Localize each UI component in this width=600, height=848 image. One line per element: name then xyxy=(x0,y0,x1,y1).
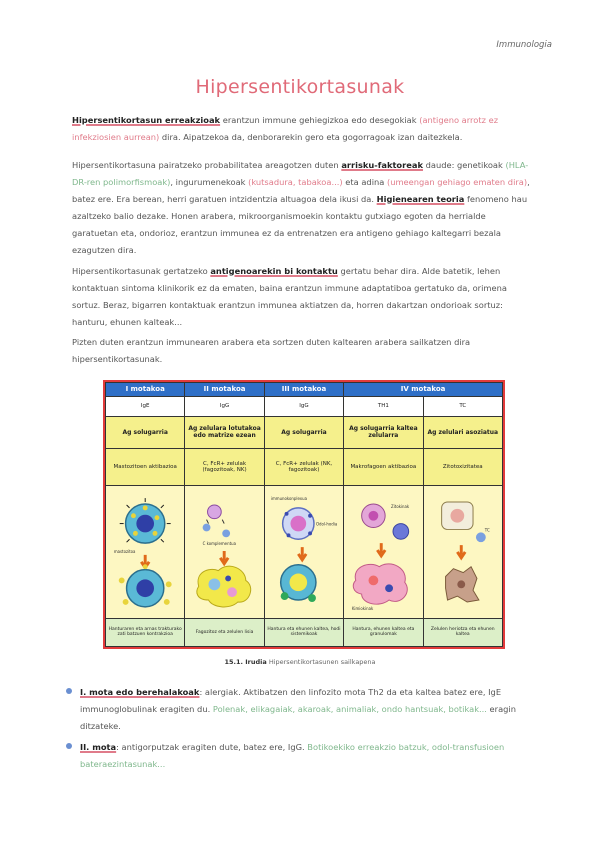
antibody-3: IgG xyxy=(264,396,343,416)
immune-complex-illustration xyxy=(265,489,343,614)
figure-caption: 15.1. Irudia Hipersentikortasunen sailkapena xyxy=(224,658,376,666)
bullet-term-type-1: I. mota edo berehalakoak xyxy=(80,687,200,697)
complex-label: immunokonplexua xyxy=(270,496,307,502)
term-two-contacts: antigenoarekin bi kontaktu xyxy=(210,266,338,276)
col-type-3: III motakoa xyxy=(264,383,343,397)
paragraph-risk-factors: Hipersentikortasuna pairatzeko probabilitatea areagotzen duten arrisku-faktoreak daude: genetikoak (HLA-DR-ren polimorfismoak), ingurumenekoak (kutsadura, tabakoa...) eta adina (umeengan gehiago ematen dira), batez ere. Era berean, herri garatuen intzidentzia altuagoa dela ikusi da. Higienearen teoria fenomeno hau azaltzeko balio dezake. Honen arabera, mikroorganismoekin kontaktu gutxiago egoten da herrialde garatuetan eta, ondorioz, erantzun immunea ez da entrenatzen era antigeno gehiago kaltegarri bezala ezagutzen dira. xyxy=(72,160,530,255)
mast-cell-illustration xyxy=(106,489,184,614)
result-2: Fagozitoz eta zelulen lisia xyxy=(185,618,264,646)
effector-3: C, FcR+ zelulak (NK, fagozitoak) xyxy=(264,449,343,486)
antibody-2: IgG xyxy=(185,396,264,416)
page-header-subject: Immunologia xyxy=(496,40,552,50)
col-type-2: II motakoa xyxy=(185,383,264,397)
term-hygiene-theory: Higienearen teoria xyxy=(376,194,465,204)
paragraph-definition: Hipersentikortasun erreakzioak erantzun immune gehiegizkoa edo desegokiak (antigeno arrotz ez infekziosien aurrean) dira. Aipatzekoa da, denborarekin gero eta gogorragoak izan daitezkela. xyxy=(72,115,499,142)
bullet-dot xyxy=(66,743,72,749)
complement-label: C komplementua xyxy=(203,541,237,547)
figure-caption-number: 15.1. Irudia xyxy=(224,658,267,666)
effector-1: Mastozitoen aktibazioa xyxy=(106,449,185,486)
antigen-2: Ag zelulara lotutakoa edo matrize ezean xyxy=(185,416,264,449)
col-type-1: I motakoa xyxy=(106,383,185,397)
hypersensitivity-figure xyxy=(103,380,505,649)
effector-2: C, FcR+ zelulak (fagozitoak, NK) xyxy=(185,449,264,486)
result-3: Hantura eta ehunen kaltea, hodi sistemikoak xyxy=(264,618,343,646)
bullet-type-2: II. mota: antigorputzak eragiten dute, batez ere, IgG. Botikoekiko erreakzio batzuk, odol-transfusioen bateraezintasunak... xyxy=(80,739,530,773)
macrophage-illustration xyxy=(344,489,422,614)
bullet-dot xyxy=(66,688,72,694)
antigen-4a: Ag solugarria kaltea zelularra xyxy=(344,416,423,449)
antigen-4b: Ag zelulari asoziatua xyxy=(423,416,502,449)
antigen-3: Ag solugarria xyxy=(264,416,343,449)
bullet-term-type-2: II. mota xyxy=(80,742,117,752)
result-1: Hanturaren eta arnas trakturako zati batzuen kontrakzioa xyxy=(106,618,185,646)
tc-label: TC xyxy=(484,527,490,533)
page-title: Hipersentikortasunak xyxy=(195,76,405,98)
col-type-4: IV motakoa xyxy=(344,383,503,397)
illustration-type-4a xyxy=(344,486,423,619)
bullet-type-1: I. mota edo berehalakoak: alergiak. Aktibatzen den linfozito mota Th2 da eta kaltea batez ere, IgE immunoglobulinak eragiten du. Polenak, elikagaiak, akaroak, animaliak, ondo hantsuak, botikak... eragin ditzateke. xyxy=(80,684,530,735)
result-4b: Zelulen heriotza eta ehunen kaltea xyxy=(423,618,502,646)
cytokines-label: Zitokinak xyxy=(391,504,410,510)
chemokines-label: Kimiokinak xyxy=(352,606,374,612)
antigen-1: Ag solugarria xyxy=(106,416,185,449)
illustration-type-2 xyxy=(185,486,264,619)
term-risk-factors: arrisku-faktoreak xyxy=(341,160,423,170)
phagocyte-illustration xyxy=(185,489,263,614)
effector-4a: Makrofagoen aktibazioa xyxy=(344,449,423,486)
mast-cell-label: mastozitoa xyxy=(113,549,136,555)
result-4a: Hantura, ehunen kaltea eta granulomak xyxy=(344,618,423,646)
cytotoxic-cell-illustration xyxy=(424,489,502,614)
antibody-4b: TC xyxy=(423,396,502,416)
paragraph-classification: Pizten duten erantzun immunearen arabera eta sortzen duten kaltearen arabera sailkatzen dira hipersentikortasunak. xyxy=(72,337,471,364)
effector-4b: Zitotoxizitatea xyxy=(423,449,502,486)
hypersensitivity-table xyxy=(105,382,503,647)
antibody-4a: TH1 xyxy=(344,396,423,416)
illustration-type-1 xyxy=(106,486,185,619)
vessel-label: Odol-hodia xyxy=(315,521,338,527)
term-hypersensitivity: Hipersentikortasun erreakzioak xyxy=(72,115,221,125)
paragraph-two-contacts: Hipersentikortasunak gertatzeko antigenoarekin bi kontaktu gertatu behar dira. Alde batetik, lehen kontaktuan sintoma klinikorik ez da ematen, baina erantzun immune adaptatiboa gertatuko da, orimena sortuz. Beraz, bigarren kontaktuak erantzun immunea aktiatzen da, horren dakartzan ondorioak sortuz: hanturu, ehunen kalteak... xyxy=(72,266,507,327)
illustration-type-4b xyxy=(423,486,502,619)
antibody-1: IgE xyxy=(106,396,185,416)
illustration-type-3 xyxy=(264,486,343,619)
